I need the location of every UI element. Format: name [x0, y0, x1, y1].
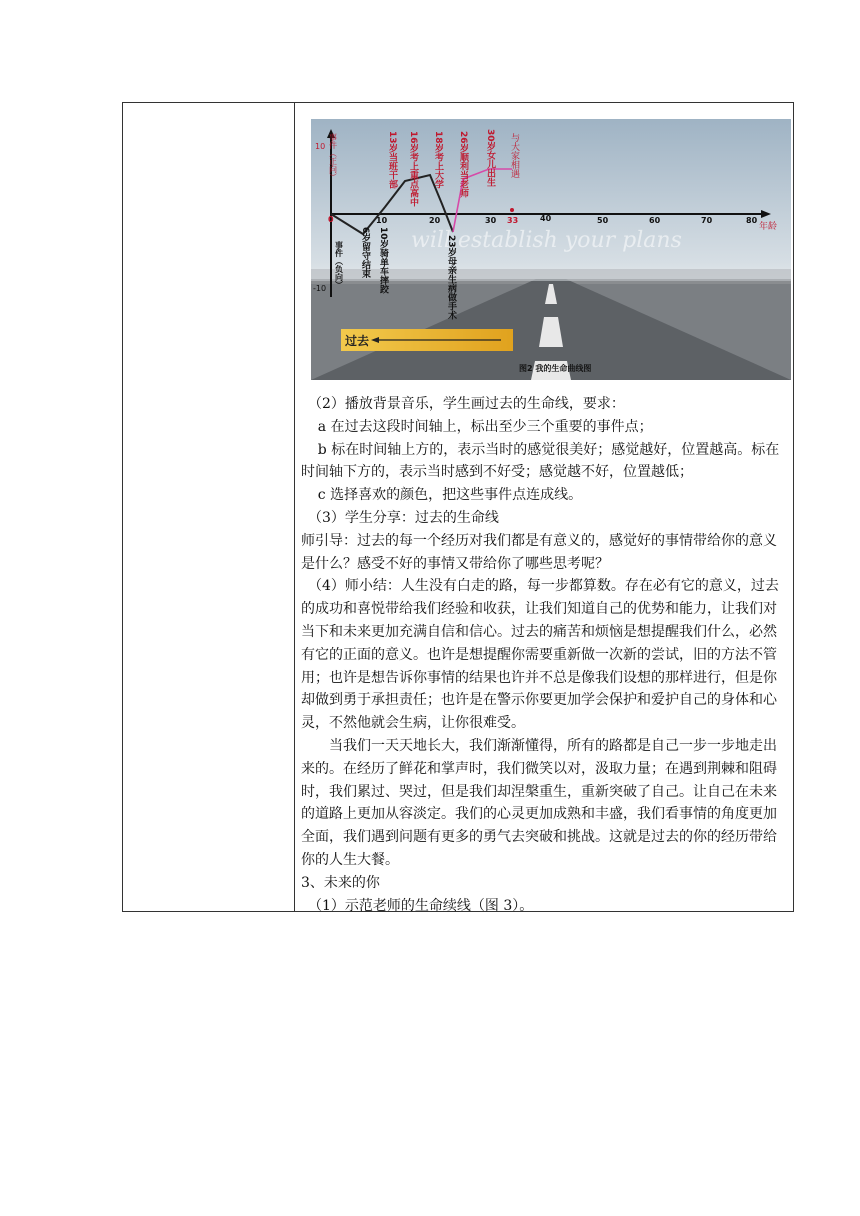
figure-caption: 图2 我的生命曲线图	[519, 364, 592, 373]
past-label: 过去	[345, 334, 370, 348]
event-6: 6岁留守结束	[360, 227, 370, 279]
x-tick-60: 60	[649, 216, 661, 225]
watermark-text: will establish your plans	[411, 228, 682, 253]
para-guide: 师引导：过去的每一个经历对我们都是有意义的，感觉好的事情带给你的意义是什么？感受不好的事情又带给你了哪些思考呢？	[301, 532, 777, 572]
event-30: 30岁女儿出生	[485, 129, 495, 187]
y-bottom-title	[335, 240, 344, 289]
para-growth: 当我们一天天地长大，我们渐渐懂得，所有的路都是自己一步一步地走出来的。在经历了鲜花和掌声时，我们微笑以对，汲取力量；在遇到荆棘和阻碍时，我们累过、哭过，但是我们却涅槃重生，重新突破了自己。让自己在未来的道路上更加从容淡定。我们的心灵更加成熟和丰盛，我们看事情的角度更加全面，我们遇到问题有更多的勇气去突破和挑战。这就是过去的你的经历带给你的人生大餐。	[301, 737, 777, 868]
lesson-table	[122, 102, 794, 912]
event-10: 10岁骑单车摔跤	[378, 227, 388, 294]
lesson-text	[301, 393, 789, 917]
para-step2: （2）播放背景音乐，学生画过去的生命线，要求：	[308, 396, 625, 412]
event-18: 18岁考上大学	[433, 131, 443, 189]
x-tick-33: 33	[507, 216, 519, 225]
table-right-cell	[296, 103, 793, 914]
x-tick-70: 70	[701, 216, 713, 225]
x-tick-20: 20	[429, 216, 441, 225]
table-left-cell	[123, 103, 295, 911]
event-meet: 与大家相遇	[509, 133, 519, 178]
x-tick-40: 40	[540, 214, 552, 223]
y-top-tick: 10	[315, 142, 326, 151]
y-bottom-tick: -10	[313, 284, 327, 293]
svg-text:事件（正向）: 事件（正向）	[328, 133, 338, 181]
para-req-b: b 标在时间轴上方的，表示当时的感觉很美好；感觉越好，位置越高。标在时间轴下方的，表示当时感到不好受；感觉越不好，位置越低；	[301, 441, 780, 481]
x-tick-30: 30	[485, 216, 497, 225]
para-summary: （4）师小结：人生没有白走的路，每一步都算数。存在必有它的意义，过去的成功和喜悦带给我们经验和收获，让我们知道自己的优势和能力，让我们对当下和未来更加充满自信和信心。过去的痛苦和烦恼是想提醒我们什么，必然有它的正面的意义。也许是想提醒你需要重新做一次新的尝试，旧的方法不管用；也许是想告诉你事情的结果也许并不总是像我们设想的那样进行，但是你却做到勇于承担责任；也许是在警示你要更加学会保护和爱护自己的身体和心灵，不然他就会生病，让你很难受。	[301, 578, 779, 732]
event-23: 23岁母亲生病做手术	[446, 235, 456, 320]
event-26: 26岁顺利当老师	[458, 131, 468, 198]
x-unit-label: 年龄	[759, 222, 778, 232]
life-curve-figure	[311, 119, 791, 380]
age-33-marker	[510, 208, 514, 212]
x-tick-10: 10	[376, 216, 388, 225]
para-step3: （3）学生分享：过去的生命线	[308, 509, 499, 526]
para-req-c: c 选择喜欢的颜色，把这些事件点连成线。	[317, 487, 583, 504]
x-tick-0: 0	[328, 215, 334, 224]
event-16: 16岁考上重点高中	[408, 131, 418, 207]
event-13: 13岁当班干部	[387, 131, 397, 189]
life-curve-graphic	[311, 119, 791, 380]
para-future-step1: （1）示范老师的生命续线（图 3）。	[308, 897, 534, 914]
para-req-a: a 在过去这段时间轴上，标出至少三个重要的事件点；	[317, 418, 653, 435]
y-top-title	[329, 132, 338, 181]
svg-text:事件（负向）: 事件（负向）	[334, 241, 344, 289]
x-tick-50: 50	[597, 216, 609, 225]
x-tick-80: 80	[746, 216, 758, 225]
section-future: 3、未来的你	[301, 874, 380, 891]
